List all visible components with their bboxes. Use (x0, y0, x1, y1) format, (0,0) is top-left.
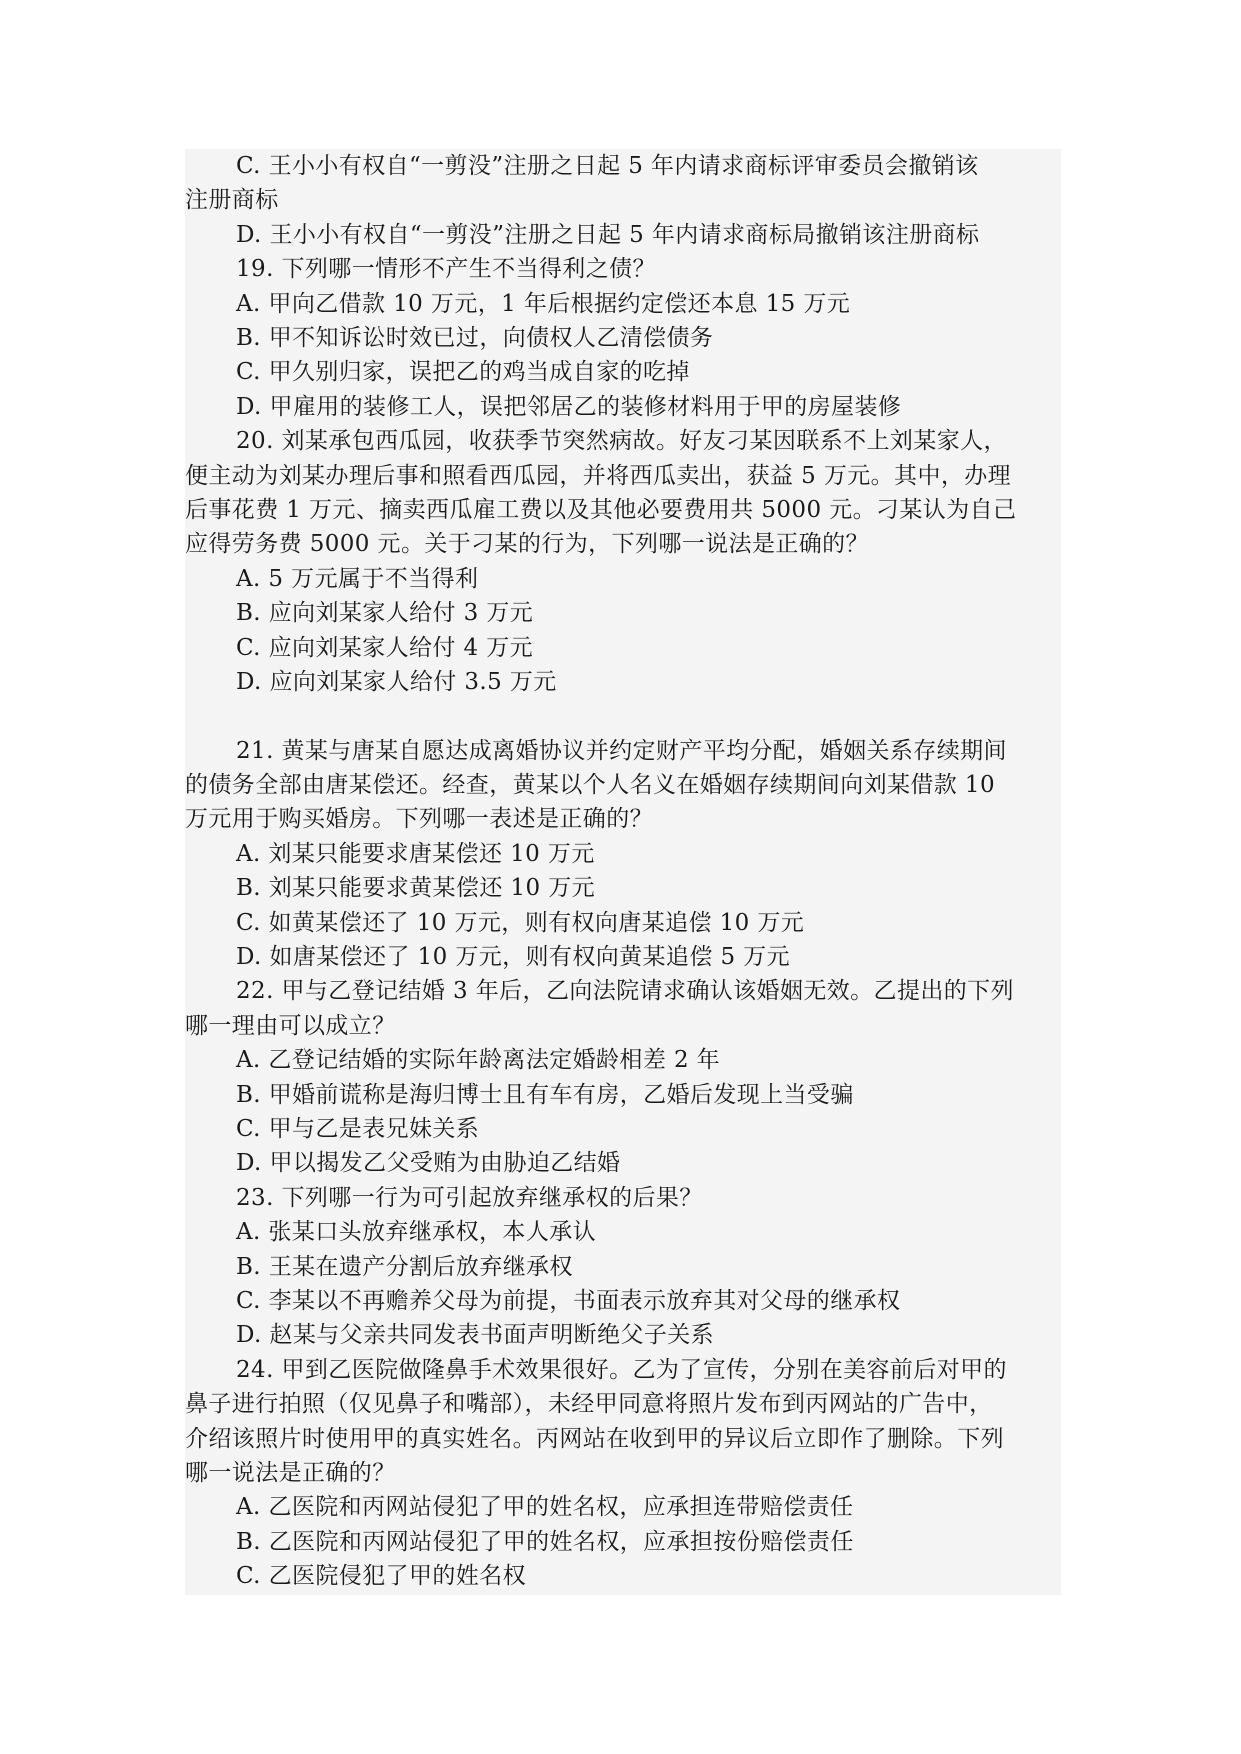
paragraph-continuation-line: 注册商标 (185, 187, 279, 214)
paragraph-first-line: 24. 甲到乙医院做隆鼻手术效果很好。乙为了宣传，分别在美容前后对甲的 (236, 1356, 1007, 1383)
paragraph-first-line: 19. 下列哪一情形不产生不当得利之债？ (236, 256, 656, 283)
paragraph-first-line: A. 刘某只能要求唐某偿还 10 万元 (236, 840, 595, 867)
paragraph-first-line: C. 如黄某偿还了 10 万元，则有权向唐某追偿 10 万元 (236, 909, 805, 936)
paragraph-continuation-line: 的债务全部由唐某偿还。经查，黄某以个人名义在婚姻存续期间向刘某借款 10 (185, 771, 995, 798)
exam-text-block (185, 149, 1061, 1595)
paragraph-first-line: A. 5 万元属于不当得利 (236, 565, 479, 592)
paragraph-first-line: A. 乙医院和丙网站侵犯了甲的姓名权，应承担连带赔偿责任 (236, 1494, 854, 1521)
blank-line (185, 700, 1061, 734)
paragraph-first-line: B. 甲婚前谎称是海归博士且有车有房，乙婚后发现上当受骗 (236, 1081, 854, 1108)
paragraph-continuation-line: 应得劳务费 5000 元。关于刁某的行为，下列哪一说法是正确的？ (185, 531, 869, 558)
paragraph-first-line: C. 乙医院侵犯了甲的姓名权 (236, 1563, 527, 1590)
paragraph-first-line: C. 应向刘某家人给付 4 万元 (236, 634, 534, 661)
paragraph-first-line: D. 如唐某偿还了 10 万元，则有权向黄某追偿 5 万元 (236, 943, 790, 970)
paragraph-first-line: D. 王小小有权自“一剪没”注册之日起 5 年内请求商标局撤销该注册商标 (236, 221, 980, 248)
paragraph-first-line: C. 李某以不再赡养父母为前提，书面表示放弃其对父母的继承权 (236, 1288, 901, 1314)
paragraph-continuation-line: 哪一理由可以成立？ (185, 1012, 396, 1039)
paragraph-first-line: A. 乙登记结婚的实际年龄离法定婚龄相差 2 年 (236, 1047, 721, 1074)
paragraph-first-line: B. 应向刘某家人给付 3 万元 (236, 600, 534, 627)
paragraph-continuation-line: 便主动为刘某办理后事和照看西瓜园，并将西瓜卖出，获益 5 万元。其中，办理 (185, 462, 1012, 489)
paragraph-first-line: C. 甲久别归家，误把乙的鸡当成自家的吃掉 (236, 359, 690, 386)
paragraph-first-line: C. 王小小有权自“一剪没”注册之日起 5 年内请求商标评审委员会撤销该 (236, 153, 979, 179)
paragraph-first-line: B. 乙医院和丙网站侵犯了甲的姓名权，应承担按份赔偿责任 (236, 1528, 854, 1555)
paragraph-first-line: 23. 下列哪一行为可引起放弃继承权的后果？ (236, 1184, 703, 1211)
paragraph-first-line: A. 甲向乙借款 10 万元，1 年后根据约定偿还本息 15 万元 (236, 290, 851, 317)
paragraph-first-line: B. 刘某只能要求黄某偿还 10 万元 (236, 875, 596, 902)
paragraph-first-line: 20. 刘某承包西瓜园，收获季节突然病故。好友刁某因联系不上刘某家人， (236, 428, 1007, 455)
paragraph-continuation-line: 介绍该照片时使用甲的真实姓名。丙网站在收到甲的异议后立即作了删除。下列 (185, 1425, 1004, 1452)
paragraph-continuation-line: 哪一说法是正确的？ (185, 1460, 396, 1487)
paragraph-first-line: 21. 黄某与唐某自愿达成离婚协议并约定财产平均分配，婚姻关系存续期间 (236, 737, 1007, 764)
paragraph-first-line: B. 甲不知诉讼时效已过，向债权人乙清偿债务 (236, 325, 714, 352)
paragraph-first-line: C. 甲与乙是表兄妹关系 (236, 1115, 480, 1142)
paragraph-first-line: D. 赵某与父亲共同发表书面声明断绝父子关系 (236, 1322, 715, 1349)
paragraph-first-line: A. 张某口头放弃继承权，本人承认 (236, 1219, 597, 1246)
paragraph-first-line: 22. 甲与乙登记结婚 3 年后，乙向法院请求确认该婚姻无效。乙提出的下列 (236, 978, 1014, 1005)
paragraph-continuation-line: 鼻子进行拍照（仅见鼻子和嘴部），未经甲同意将照片发布到丙网站的广告中， (185, 1391, 993, 1418)
paragraph-first-line: D. 应向刘某家人给付 3.5 万元 (236, 669, 557, 696)
paragraph-continuation-line: 万元用于购买婚房。下列哪一表述是正确的？ (185, 806, 653, 833)
paragraph-first-line: D. 甲以揭发乙父受贿为由胁迫乙结婚 (236, 1150, 621, 1177)
paragraph-first-line: D. 甲雇用的装修工人，误把邻居乙的装修材料用于甲的房屋装修 (236, 393, 902, 420)
paragraph-first-line: B. 王某在遗产分割后放弃继承权 (236, 1253, 573, 1280)
paragraph-continuation-line: 后事花费 1 万元、摘卖西瓜雇工费以及其他必要费用共 5000 元。刁某认为自己 (185, 497, 1017, 524)
